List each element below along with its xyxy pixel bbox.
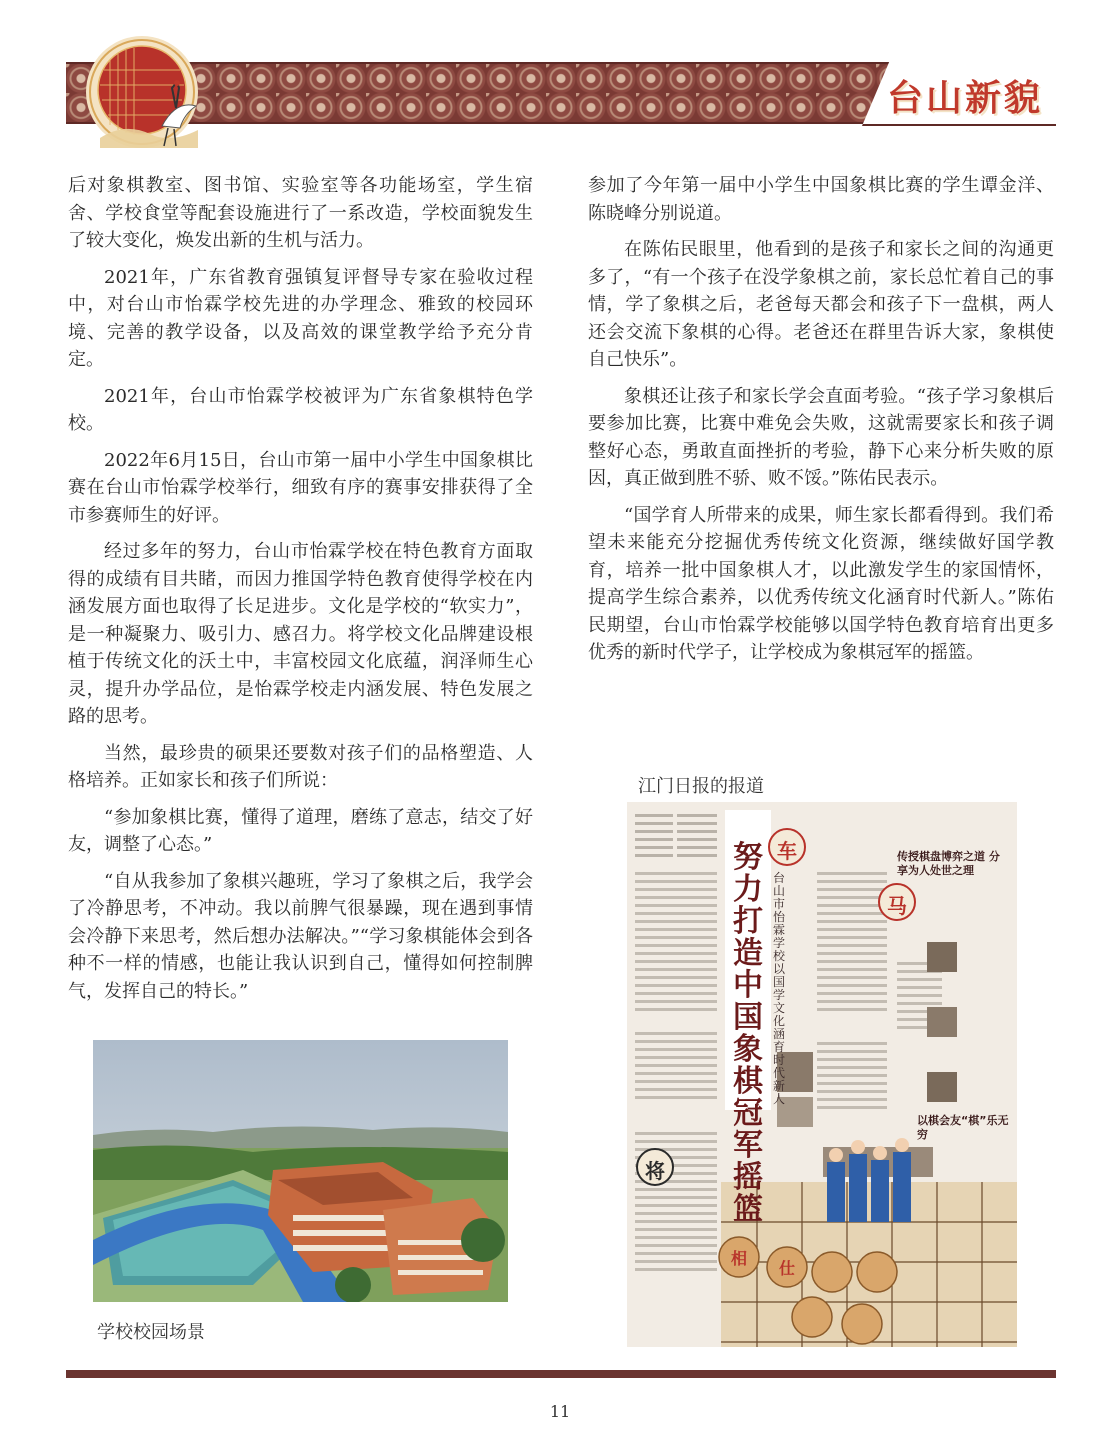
chess-piece-ma: 马	[887, 894, 907, 918]
left-column	[68, 172, 533, 1014]
chess-piece-xiang: 相	[730, 1249, 747, 1268]
paragraph: 2022年6月15日，台山市第一届中小学生中国象棋比赛在台山市怡霖学校举行，细致有序的赛事安排获得了全市参赛师生的好评。	[68, 449, 533, 526]
paragraph: “国学育人所带来的成果，师生家长都看得到。我们希望未来能充分挖掘优秀传统文化资源，继续做好国学教育，培养一批中国象棋人才，以此激发学生的家国情怀，提高学生综合素养，以优秀传统文化涵育时代新人。”陈佑民期望，台山市怡霖学校能够以国学特色教育培育出更多优秀的新时代学子，让学校成为象棋冠军的摇篮。	[588, 504, 1054, 663]
page-number: 11	[549, 1402, 571, 1421]
paragraph: 参加了今年第一届中小学生中国象棋比赛的学生谭金洋、陈晓峰分别说道。	[588, 175, 1054, 224]
paragraph: 经过多年的努力，台山市怡霖学校在特色教育方面取得的成绩有目共睹，而因力推国学特色教育使得学校在内涵发展方面也取得了长足进步。文化是学校的“软实力”，是一种凝聚力、吸引力、感召力。将学校文化品牌建设根植于传统文化的沃土中，丰富校园文化底蕴，润泽师生心灵，提升办学品位，是怡霖学校走内涵发展、特色发展之路的思考。	[68, 541, 533, 727]
right-column	[588, 172, 1054, 676]
chess-piece-jiang: 将	[645, 1159, 665, 1183]
footer-rule	[66, 1370, 1056, 1378]
newspaper-clipping	[627, 802, 1017, 1347]
paragraph: 后对象棋教室、图书馆、实验室等各功能场室，学生宿舍、学校食堂等配套设施进行了一系改造，学校面貌发生了较大变化，焕发出新的生机与活力。	[68, 175, 533, 251]
paragraph: 2021年，广东省教育强镇复评督导专家在验收过程中，对台山市怡霖学校先进的办学理念、雅致的校园环境、完善的教学设备，以及高效的课堂教学给予充分肯定。	[68, 266, 533, 370]
campus-photo	[93, 1040, 508, 1302]
paragraph: 在陈佑民眼里，他看到的是孩子和家长之间的沟通更多了，“有一个孩子在没学象棋之前，家长总忙着自己的事情，学了象棋之后，老爸每天都会和孩子下一盘棋，两人还会交流下象棋的心得。老爸还在群里告诉大家，象棋使自己快乐”。	[588, 239, 1054, 370]
chess-piece-che: 车	[777, 839, 797, 863]
quote-paragraph: “自从我参加了象棋兴趣班，学习了象棋之后，我学会了冷静思考，不冲动。我以前脾气很暴躁，现在遇到事情会冷静下来思考，然后想办法解决。”“学习象棋能体会到各种不一样的情感，也能让我认识到自己，懂得如何控制脾气，发挥自己的特长。”	[68, 870, 533, 1002]
clipping-headline: 努力打造中国象棋冠军摇篮	[733, 840, 763, 1227]
section-title: 台山新貌	[886, 77, 1043, 119]
chess-piece-shi: 仕	[778, 1259, 795, 1278]
quote-paragraph: “参加象棋比赛，懂得了道理，磨练了意志，结交了好友，调整了心态。”	[68, 806, 533, 855]
paragraph: 象棋还让孩子和家长学会直面考验。“孩子学习象棋后要参加比赛，比赛中难免会失败，这就需要家长和孩子调整好心态，勇敢直面挫折的考验，静下心来分析失败的原因，真正做到胜不骄、败不馁。”陈佑民表示。	[588, 385, 1054, 489]
clipping-caption: 江门日报的报道	[638, 776, 764, 797]
paragraph: 2021年，台山市怡霖学校被评为广东省象棋特色学校。	[68, 385, 533, 434]
paragraph: 当然，最珍贵的硕果还要数对孩子们的品格塑造、人格培养。正如家长和孩子们所说：	[68, 742, 533, 791]
campus-caption: 学校校园场景	[97, 1322, 205, 1343]
crane-sun-emblem-icon	[80, 30, 210, 160]
clipping-side-title: 以棋会友“棋”乐无穷	[917, 1114, 1009, 1141]
clipping-subheadline: 台山市怡霖学校以国学文化涵育时代新人	[773, 871, 786, 1106]
clipping-side-title: 传授棋盘博弈之道 分享为人处世之理	[897, 850, 1000, 877]
